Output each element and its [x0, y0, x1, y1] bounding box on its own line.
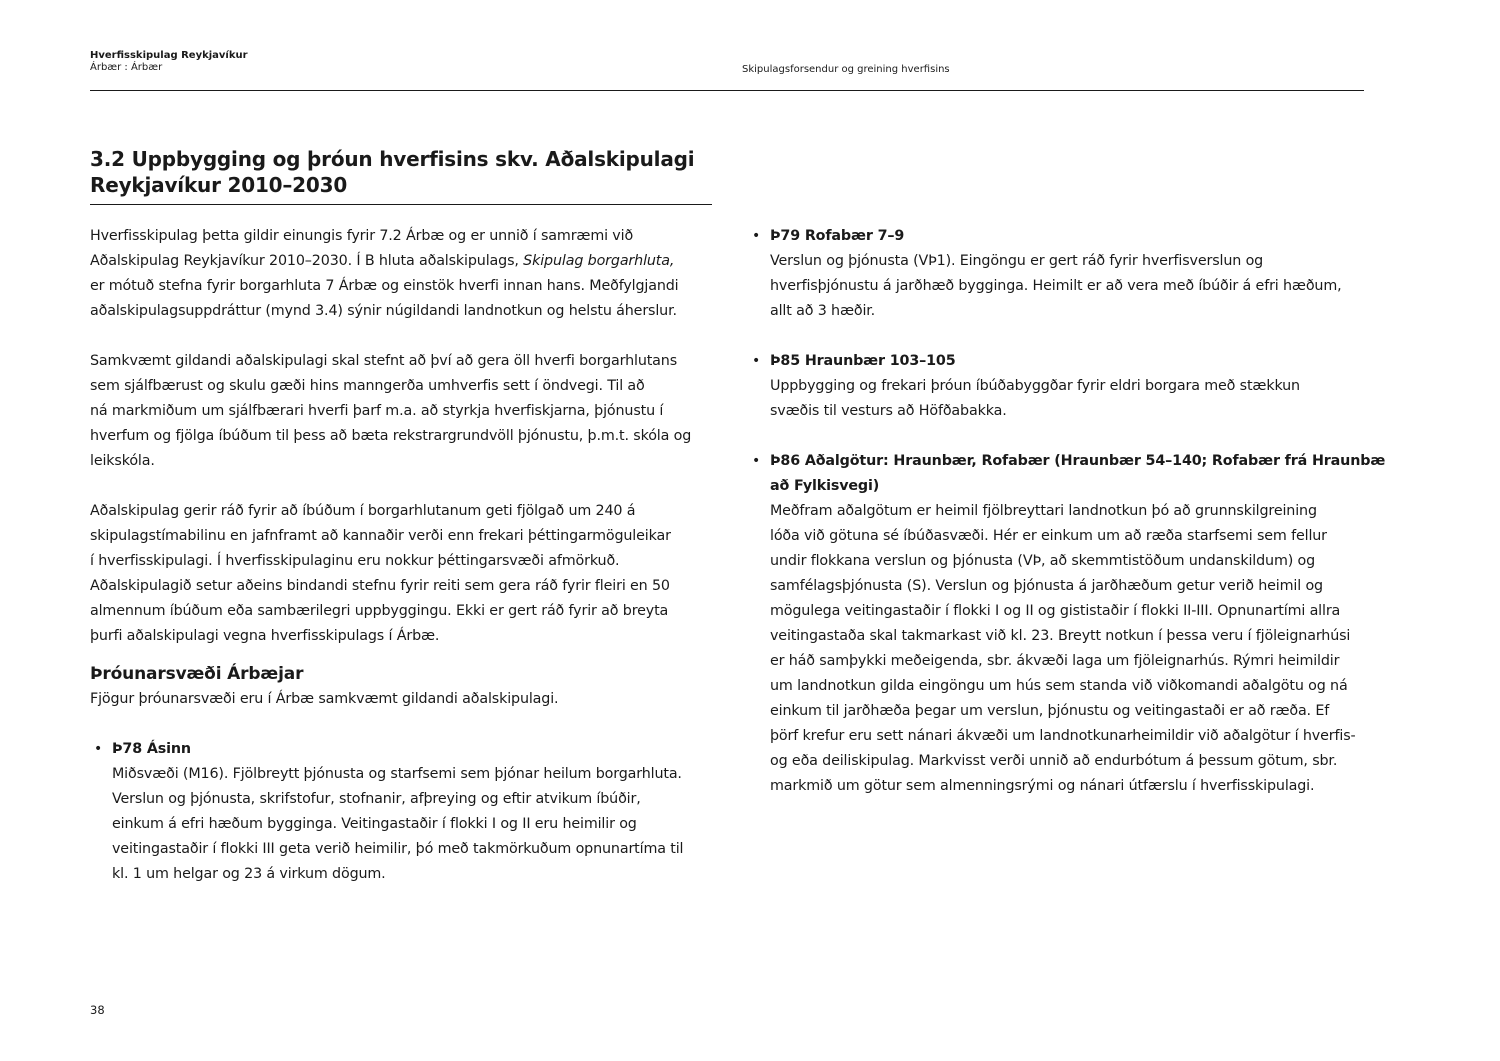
- section-heading-line: Reykjavíkur 2010–2030: [90, 173, 348, 197]
- text-line: Aðalskipulagið setur aðeins bindandi stefnu fyrir reiti sem gera ráð fyrir fleiri en 50: [90, 578, 670, 594]
- list-item-title: Þ79 Rofabær 7–9: [770, 228, 905, 244]
- page-number: 38: [90, 1003, 105, 1017]
- list-item: [90, 737, 715, 887]
- running-section-title: Skipulagsforsendur og greining hverfisins: [742, 64, 950, 75]
- list-item: [748, 349, 1368, 424]
- text-line: einkum til jarðhæða þegar um verslun, þjónustu og veitingastaði er að ræða. Ef: [770, 703, 1330, 719]
- subheading-development-areas: Þróunarsvæði Árbæjar: [90, 664, 304, 684]
- bullet-icon: •: [752, 453, 761, 469]
- text-line: almennum íbúðum eða sambærilegri uppbyggingu. Ekki er gert ráð fyrir að breyta: [90, 603, 669, 619]
- text-line: Fjögur þróunarsvæði eru í Árbæ samkvæmt gildandi aðalskipulagi.: [90, 691, 559, 707]
- paragraph: [90, 499, 715, 649]
- left-column: [90, 224, 715, 912]
- text-line: aðalskipulagsuppdráttur (mynd 3.4) sýnir núgildandi landnotkun og helstu áherslur.: [90, 303, 677, 319]
- bullet-icon: •: [94, 741, 103, 757]
- text-line: svæðis til vesturs að Höfðabakka.: [770, 403, 1007, 419]
- list-item: [748, 224, 1368, 324]
- document-subtitle: Árbær : Árbær: [90, 62, 163, 73]
- section-heading-line: 3.2 Uppbygging og þróun hverfisins skv. Aðalskipulagi: [90, 147, 695, 171]
- text-line: Meðfram aðalgötum er heimil fjölbreyttari landnotkun þó að grunnskilgreining: [770, 503, 1317, 519]
- list-item-title: að Fylkisvegi): [770, 478, 880, 494]
- text-line: er mótuð stefna fyrir borgarhluta 7 Árbæ og einstök hverfi innan hans. Meðfylgjandi: [90, 278, 679, 294]
- bullet-icon: •: [752, 228, 761, 244]
- paragraph: [90, 224, 715, 324]
- text-line: [90, 249, 715, 274]
- text-line: og eða deiliskipulag. Markvisst verði unnið að endurbótum á þessum götum, sbr.: [770, 753, 1338, 769]
- text-line: þurfi aðalskipulagi vegna hverfisskipulags í Árbæ.: [90, 628, 440, 644]
- text-line: skipulagstímabilinu en jafnframt að kannaðir verði enn frekari þéttingarmöguleikar: [90, 528, 671, 544]
- text-line: hverfisþjónustu á jarðhæð bygginga. Heimilt er að vera með íbúðir á efri hæðum,: [770, 278, 1342, 294]
- text-line: samfélagsþjónusta (S). Verslun og þjónusta á jarðhæðum getur verið heimil og: [770, 578, 1323, 594]
- text-line: er háð samþykki meðeigenda, sbr. ákvæði laga um fjöleignarhús. Rýmri heimildir: [770, 653, 1340, 669]
- section-heading: [90, 146, 712, 205]
- text-line: ná markmiðum um sjálfbærari hverfi þarf m.a. að styrkja hverfiskjarna, þjónustu í: [90, 403, 664, 419]
- text-line: sem sjálfbærust og skulu gæði hins manngerða umhverfis sett í öndvegi. Til að: [90, 378, 645, 394]
- text-line: Uppbygging og frekari þróun íbúðabyggðar fyrir eldri borgara með stækkun: [770, 378, 1300, 394]
- list-item-title: Þ86 Aðalgötur: Hraunbær, Rofabær (Hraunbær 54–140; Rofabær frá Hraunbæ: [770, 453, 1386, 469]
- list-item-title: Þ78 Ásinn: [112, 741, 191, 757]
- text-line: um landnotkun gilda eingöngu um hús sem standa við viðkomandi aðalgötu og ná: [770, 678, 1348, 694]
- text-line: Hverfisskipulag þetta gildir einungis fyrir 7.2 Árbæ og er unnið í samræmi við: [90, 228, 634, 244]
- text-line: allt að 3 hæðir.: [770, 303, 876, 319]
- text-line: markmið um götur sem almenningsrými og nánari útfærslu í hverfisskipulagi.: [770, 778, 1315, 794]
- running-header: [90, 50, 1364, 91]
- text-line: Aðalskipulag gerir ráð fyrir að íbúðum í borgarhlutanum geti fjölgað um 240 á: [90, 503, 636, 519]
- text-line: Verslun og þjónusta (VÞ1). Eingöngu er gert ráð fyrir hverfisverslun og: [770, 253, 1264, 269]
- right-column: [748, 224, 1386, 824]
- text-line: hverfum og fjölga íbúðum til þess að bæta rekstrargrundvöll þjónustu, þ.m.t. skóla og: [90, 428, 692, 444]
- paragraph: [90, 349, 715, 474]
- text-line: leikskóla.: [90, 453, 155, 469]
- text-span: Aðalskipulag Reykjavíkur 2010–2030. Í B hluta aðalskipulags,: [90, 253, 524, 269]
- text-line: í hverfisskipulagi. Í hverfisskipulaginu eru nokkur þéttingarsvæði afmörkuð.: [90, 553, 620, 569]
- document-title: Hverfisskipulag Reykjavíkur: [90, 50, 248, 61]
- text-line: þörf krefur eru sett nánari ákvæði um landnotkunarheimildir við aðalgötur í hverfis-: [770, 728, 1356, 744]
- text-line: veitingastaða skal takmarkast við kl. 23. Breytt notkun í þessa veru í fjöleignarhúsi: [770, 628, 1351, 644]
- text-line: kl. 1 um helgar og 23 á virkum dögum.: [112, 866, 386, 882]
- bullet-icon: •: [752, 353, 761, 369]
- text-line: undir flokkana verslun og þjónusta (VÞ, að skemmtistöðum undanskildum) og: [770, 553, 1316, 569]
- list-item: [748, 449, 1386, 799]
- italic-title: Skipulag borgarhluta,: [523, 253, 675, 269]
- text-line: veitingastaðir í flokki III geta verið heimilir, þó með takmörkuðum opnunartíma til: [112, 841, 684, 857]
- list-item-title: Þ85 Hraunbær 103–105: [770, 353, 956, 369]
- text-line: einkum á efri hæðum bygginga. Veitingastaðir í flokki I og II eru heimilir og: [112, 816, 637, 832]
- paragraph: [90, 687, 715, 712]
- text-line: mögulega veitingastaðir í flokki I og II og gististaðir í flokki II-III. Opnunartími allra: [770, 603, 1341, 619]
- text-line: Samkvæmt gildandi aðalskipulagi skal stefnt að því að gera öll hverfi borgarhlutans: [90, 353, 678, 369]
- text-line: Verslun og þjónusta, skrifstofur, stofnanir, afþreying og eftir atvikum íbúðir,: [112, 791, 641, 807]
- text-line: Miðsvæði (M16). Fjölbreytt þjónusta og starfsemi sem þjónar heilum borgarhluta.: [112, 766, 682, 782]
- text-line: lóða við götuna sé íbúðasvæði. Hér er einkum um að ræða starfsemi sem fellur: [770, 528, 1327, 544]
